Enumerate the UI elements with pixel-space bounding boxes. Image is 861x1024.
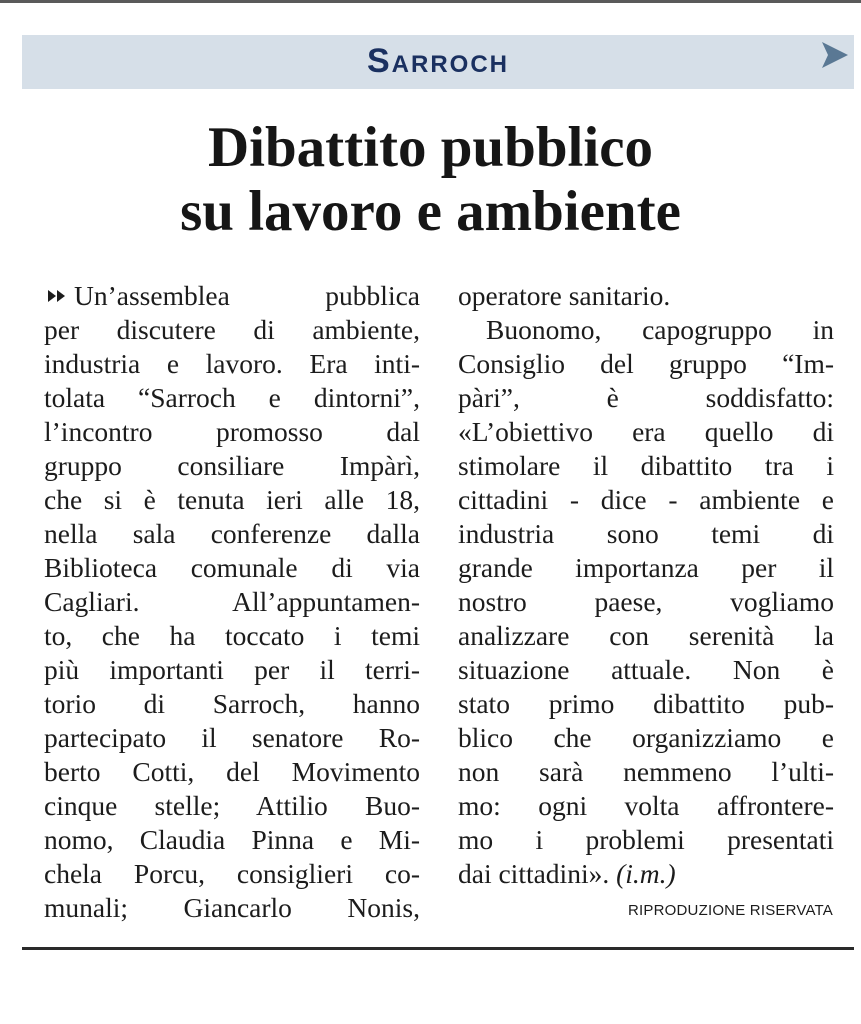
body-line: blico che organizziamo e	[458, 722, 834, 753]
arrow-right-icon	[820, 40, 850, 70]
body-line: «L’obiettivo era quello di	[458, 416, 834, 447]
body-line: più importanti per il terri-	[44, 654, 420, 685]
body-line: stimolare il dibattito tra i	[458, 450, 834, 481]
headline-line: Dibattito pubblico	[207, 116, 653, 179]
body-line: gruppo consiliare Impàrì,	[44, 450, 420, 481]
author-signoff: (i.m.)	[616, 858, 676, 889]
headline	[0, 116, 861, 244]
body-line: per discutere di ambiente,	[44, 314, 420, 345]
body-line: pàri”, è soddisfatto:	[458, 382, 834, 413]
bottom-rule	[22, 947, 854, 950]
section-bar	[22, 35, 854, 89]
body-line: operatore sanitario.	[458, 280, 671, 311]
body-line: l’incontro promosso dal	[44, 416, 420, 447]
body-line: cinque stelle; Attilio Buo-	[44, 790, 420, 821]
body-line: mo: ogni volta affrontere-	[458, 790, 834, 821]
body-line: torio di Sarroch, hanno	[44, 688, 420, 719]
body-text: dai cittadini».	[458, 858, 610, 889]
body-line: mo i problemi presentati	[458, 824, 834, 855]
body-line: non sarà nemmeno l’ulti-	[458, 756, 834, 787]
body-line: partecipato il senatore Ro-	[44, 722, 420, 753]
copyright-notice: RIPRODUZIONE RISERVATA	[628, 902, 833, 919]
body-line: che si è tenuta ieri alle 18,	[44, 484, 420, 515]
body-line: to, che ha toccato i temi	[44, 620, 420, 651]
body-line: nella sala conferenze dalla	[44, 518, 420, 549]
body-line: Biblioteca comunale di via	[44, 552, 420, 583]
body-line	[458, 857, 834, 891]
section-title: Sarroch	[366, 42, 509, 80]
body-line	[44, 279, 420, 313]
body-line: Cagliari. All’appuntamen-	[44, 586, 420, 617]
body-text: Un’assemblea pubblica	[74, 280, 420, 311]
body-line: nomo, Claudia Pinna e Mi-	[44, 824, 420, 855]
body-line: stato primo dibattito pub-	[458, 688, 834, 719]
top-rule	[0, 0, 861, 3]
body-line: grande importanza per il	[458, 552, 834, 583]
body-line: Buonomo, capogruppo in	[486, 314, 834, 345]
body-line: chela Porcu, consiglieri co-	[44, 858, 420, 889]
body-line: analizzare con serenità la	[458, 620, 834, 651]
body-line: Consiglio del gruppo “Im-	[458, 348, 834, 379]
article-column-left	[44, 279, 420, 925]
body-line: munali; Giancarlo Nonis,	[44, 892, 420, 923]
body-line: industria sono temi di	[458, 518, 834, 549]
body-line: tolata “Sarroch e dintorni”,	[44, 382, 420, 413]
headline-line: su lavoro e ambiente	[180, 180, 681, 243]
double-chevron-icon	[44, 286, 74, 306]
body-line: industria e lavoro. Era inti-	[44, 348, 420, 379]
body-line: cittadini - dice - ambiente e	[458, 484, 834, 515]
body-line: situazione attuale. Non è	[458, 654, 834, 685]
article-column-right	[458, 279, 834, 891]
body-line: nostro paese, vogliamo	[458, 586, 834, 617]
body-line: berto Cotti, del Movimento	[44, 756, 420, 787]
